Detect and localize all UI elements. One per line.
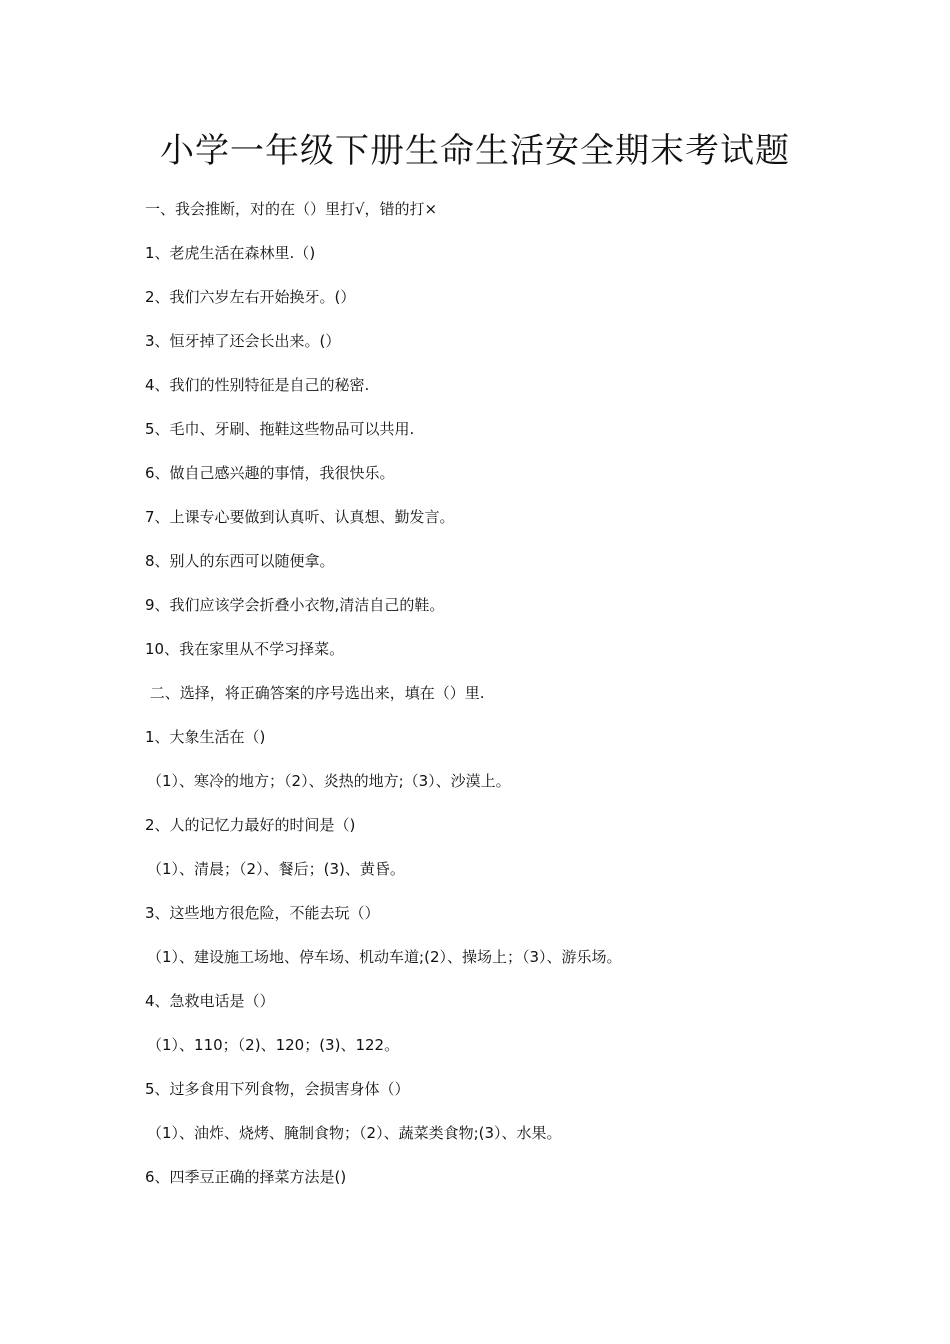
section2-heading: 二、选择，将正确答案的序号选出来，填在（）里. — [145, 684, 485, 702]
section1-item-1: 1、老虎生活在森林里.（) — [145, 244, 316, 262]
section1-item-2: 2、我们六岁左右开始换牙。(） — [145, 288, 356, 306]
section2-options-2: （1）、清晨；（2）、餐后；(3)、黄昏。 — [147, 860, 405, 878]
section1-item-3: 3、恒牙掉了还会长出来。(） — [145, 332, 341, 350]
section1-item-6: 6、做自己感兴趣的事情，我很快乐。 — [145, 464, 395, 482]
section2-question-2: 2、人的记忆力最好的时间是（) — [145, 816, 356, 834]
section2-question-3: 3、这些地方很危险，不能去玩（） — [145, 904, 380, 922]
document-title: 小学一年级下册生命生活安全期末考试题 — [160, 131, 790, 171]
section1-item-8: 8、别人的东西可以随便拿。 — [145, 552, 335, 570]
section1-item-7: 7、上课专心要做到认真听、认真想、勤发言。 — [145, 508, 455, 526]
section2-question-6: 6、四季豆正确的择菜方法是() — [145, 1168, 347, 1186]
section1-item-9: 9、我们应该学会折叠小衣物,清洁自己的鞋。 — [145, 596, 445, 614]
section1-heading: 一、我会推断，对的在（）里打√，错的打× — [145, 200, 438, 218]
section1-item-10: 10、我在家里从不学习择菜。 — [145, 640, 345, 658]
section1-item-4: 4、我们的性别特征是自己的秘密. — [145, 376, 370, 394]
section2-question-5: 5、过多食用下列食物，会损害身体（） — [145, 1080, 410, 1098]
section2-options-5: （1）、油炸、烧烤、腌制食物；（2）、蔬菜类食物;(3）、水果。 — [147, 1124, 562, 1142]
section2-question-1: 1、大象生活在（) — [145, 728, 266, 746]
section1-item-5: 5、毛巾、牙刷、拖鞋这些物品可以共用. — [145, 420, 415, 438]
section2-options-1: （1）、寒冷的地方；（2）、炎热的地方;（3）、沙漠上。 — [147, 772, 511, 790]
section2-question-4: 4、急救电话是（） — [145, 992, 275, 1010]
section2-options-3: （1）、建设施工场地、停车场、机动车道;(2）、操场上；（3）、游乐场。 — [147, 948, 622, 966]
section2-options-4: （1）、110；（2)、120；(3)、122。 — [147, 1036, 400, 1054]
